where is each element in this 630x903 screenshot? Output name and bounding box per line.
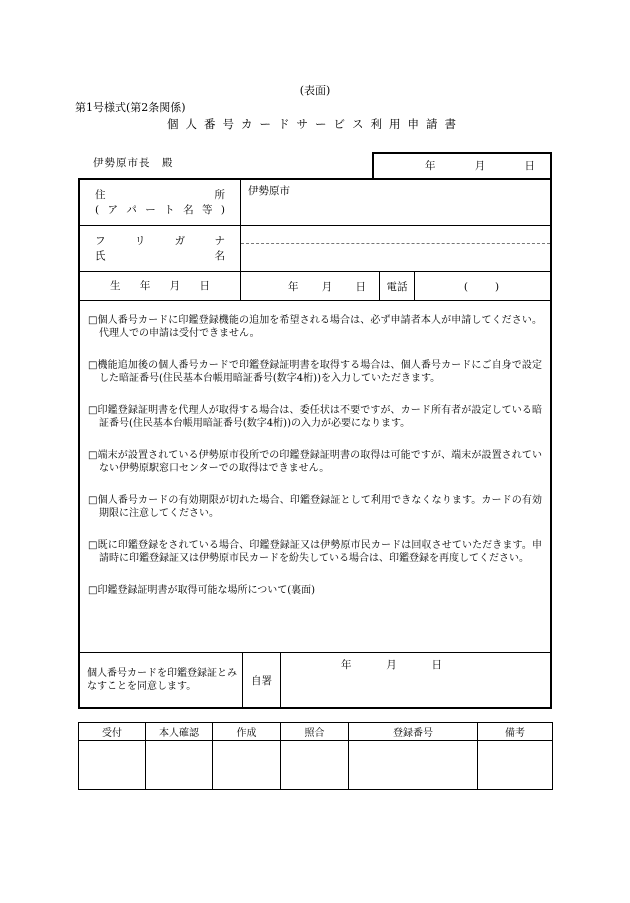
month-label: 月: [321, 281, 333, 293]
application-date-box: [372, 152, 552, 178]
col-header-verification: 照合: [281, 723, 349, 741]
birthdate-fields: [288, 279, 366, 294]
birthdate-label: 生 年 月 日: [110, 279, 210, 292]
creation-cell: [213, 741, 281, 790]
notice-item-5: □個人番号カードの有効期限が切れた場合、印鑑登録証として利用できなくなります。カードの有効期限に注意してください。: [88, 495, 542, 519]
phone-label: 電話: [379, 272, 414, 300]
month-label: 月: [386, 659, 397, 671]
addressee-label: 伊勢原市長 殿: [93, 157, 174, 169]
signature-date-fields: [341, 657, 442, 672]
name-row: [80, 225, 550, 271]
address-label: 住 所: [95, 188, 225, 201]
notices-row: [80, 300, 550, 652]
name-label-cell: [80, 226, 240, 271]
addressee-row: [78, 132, 552, 178]
month-label: 月: [474, 160, 486, 172]
notice-item-1: □個人番号カードに印鑑登録機能の追加を希望される場合は、必ず申請者本人が申請してください。代理人での申請は受付できません。: [88, 315, 542, 339]
office-use-header-row: [79, 723, 553, 741]
notice-item-3: □印鑑登録証明書を代理人が取得する場合は、委任状は不要ですが、カード所有者が設定している暗証番号(住民基本台帳用暗証番号(数字4桁))の入力が必要になります。: [88, 405, 542, 429]
name-label: 氏 名: [95, 249, 225, 262]
form-content: [75, 84, 552, 790]
col-header-identity-check: 本人確認: [146, 723, 213, 741]
col-header-reception: 受付: [79, 723, 146, 741]
reception-cell: [79, 741, 146, 790]
address-sublabel: ( ア パ ー ト 名 等 ): [95, 203, 225, 216]
office-use-entry-row: [79, 741, 553, 790]
signature-row: [80, 652, 550, 707]
year-label: 年: [341, 659, 352, 671]
address-row: [80, 180, 550, 225]
furigana-name-divider: [241, 243, 550, 244]
notice-item-2: □機能追加後の個人番号カードで印鑑登録証明書を取得する場合は、個人番号カードにご自身で設定した暗証番号(住民基本台帳用暗証番号(数字4桁))を入力していただきます。: [88, 360, 542, 384]
applicant-info-table: [78, 178, 552, 709]
col-header-creation: 作成: [213, 723, 281, 741]
identity-check-cell: [146, 741, 213, 790]
address-input-area: 伊勢原市: [240, 180, 550, 225]
birthdate-label-cell: [80, 272, 240, 300]
notice-item-6: □既に印鑑登録をされている場合、印鑑登録証又は伊勢原市民カードは回収させていただきます。申請時に印鑑登録証又は伊勢原市民カードを紛失している場合は、印鑑登録を再度してください。: [88, 540, 542, 564]
consent-text: 個人番号カードを印鑑登録証とみなすことを同意します。: [87, 668, 237, 692]
col-header-remarks: 備考: [478, 723, 553, 741]
year-label: 年: [425, 160, 436, 172]
verification-cell: [281, 741, 349, 790]
name-input-area: [240, 226, 550, 271]
phone-input-area: ( ): [414, 272, 550, 300]
birthdate-row: [80, 271, 550, 300]
col-header-registration-number: 登録番号: [349, 723, 478, 741]
day-label: 日: [355, 281, 366, 293]
form-title: 個人番号カードサービス利用申請書: [167, 117, 463, 131]
furigana-label: フ リ ガ ナ: [95, 234, 225, 247]
form-style-label: 第1号様式(第2条関係): [75, 101, 186, 114]
signature-input-area: [280, 653, 550, 707]
registration-number-cell: [349, 741, 478, 790]
year-label: 年: [288, 281, 299, 293]
day-label: 日: [524, 160, 535, 172]
notice-item-7: □印鑑登録証明書が取得可能な場所について(裏面): [88, 585, 316, 596]
remarks-cell: [478, 741, 553, 790]
birthdate-input-area: [240, 272, 379, 300]
address-label-cell: [80, 180, 240, 225]
office-use-table: [78, 722, 553, 790]
notices-area: [80, 301, 550, 652]
self-signature-label: 自署: [242, 653, 280, 707]
surface-side-label: (表面): [299, 84, 331, 97]
application-date-fields: [425, 158, 535, 173]
day-label: 日: [431, 659, 442, 671]
notice-item-4: □端末が設置されている伊勢原市役所での印鑑登録証明書の取得は可能ですが、端末が設置されていない伊勢原駅窓口センターでの取得はできません。: [88, 450, 542, 474]
